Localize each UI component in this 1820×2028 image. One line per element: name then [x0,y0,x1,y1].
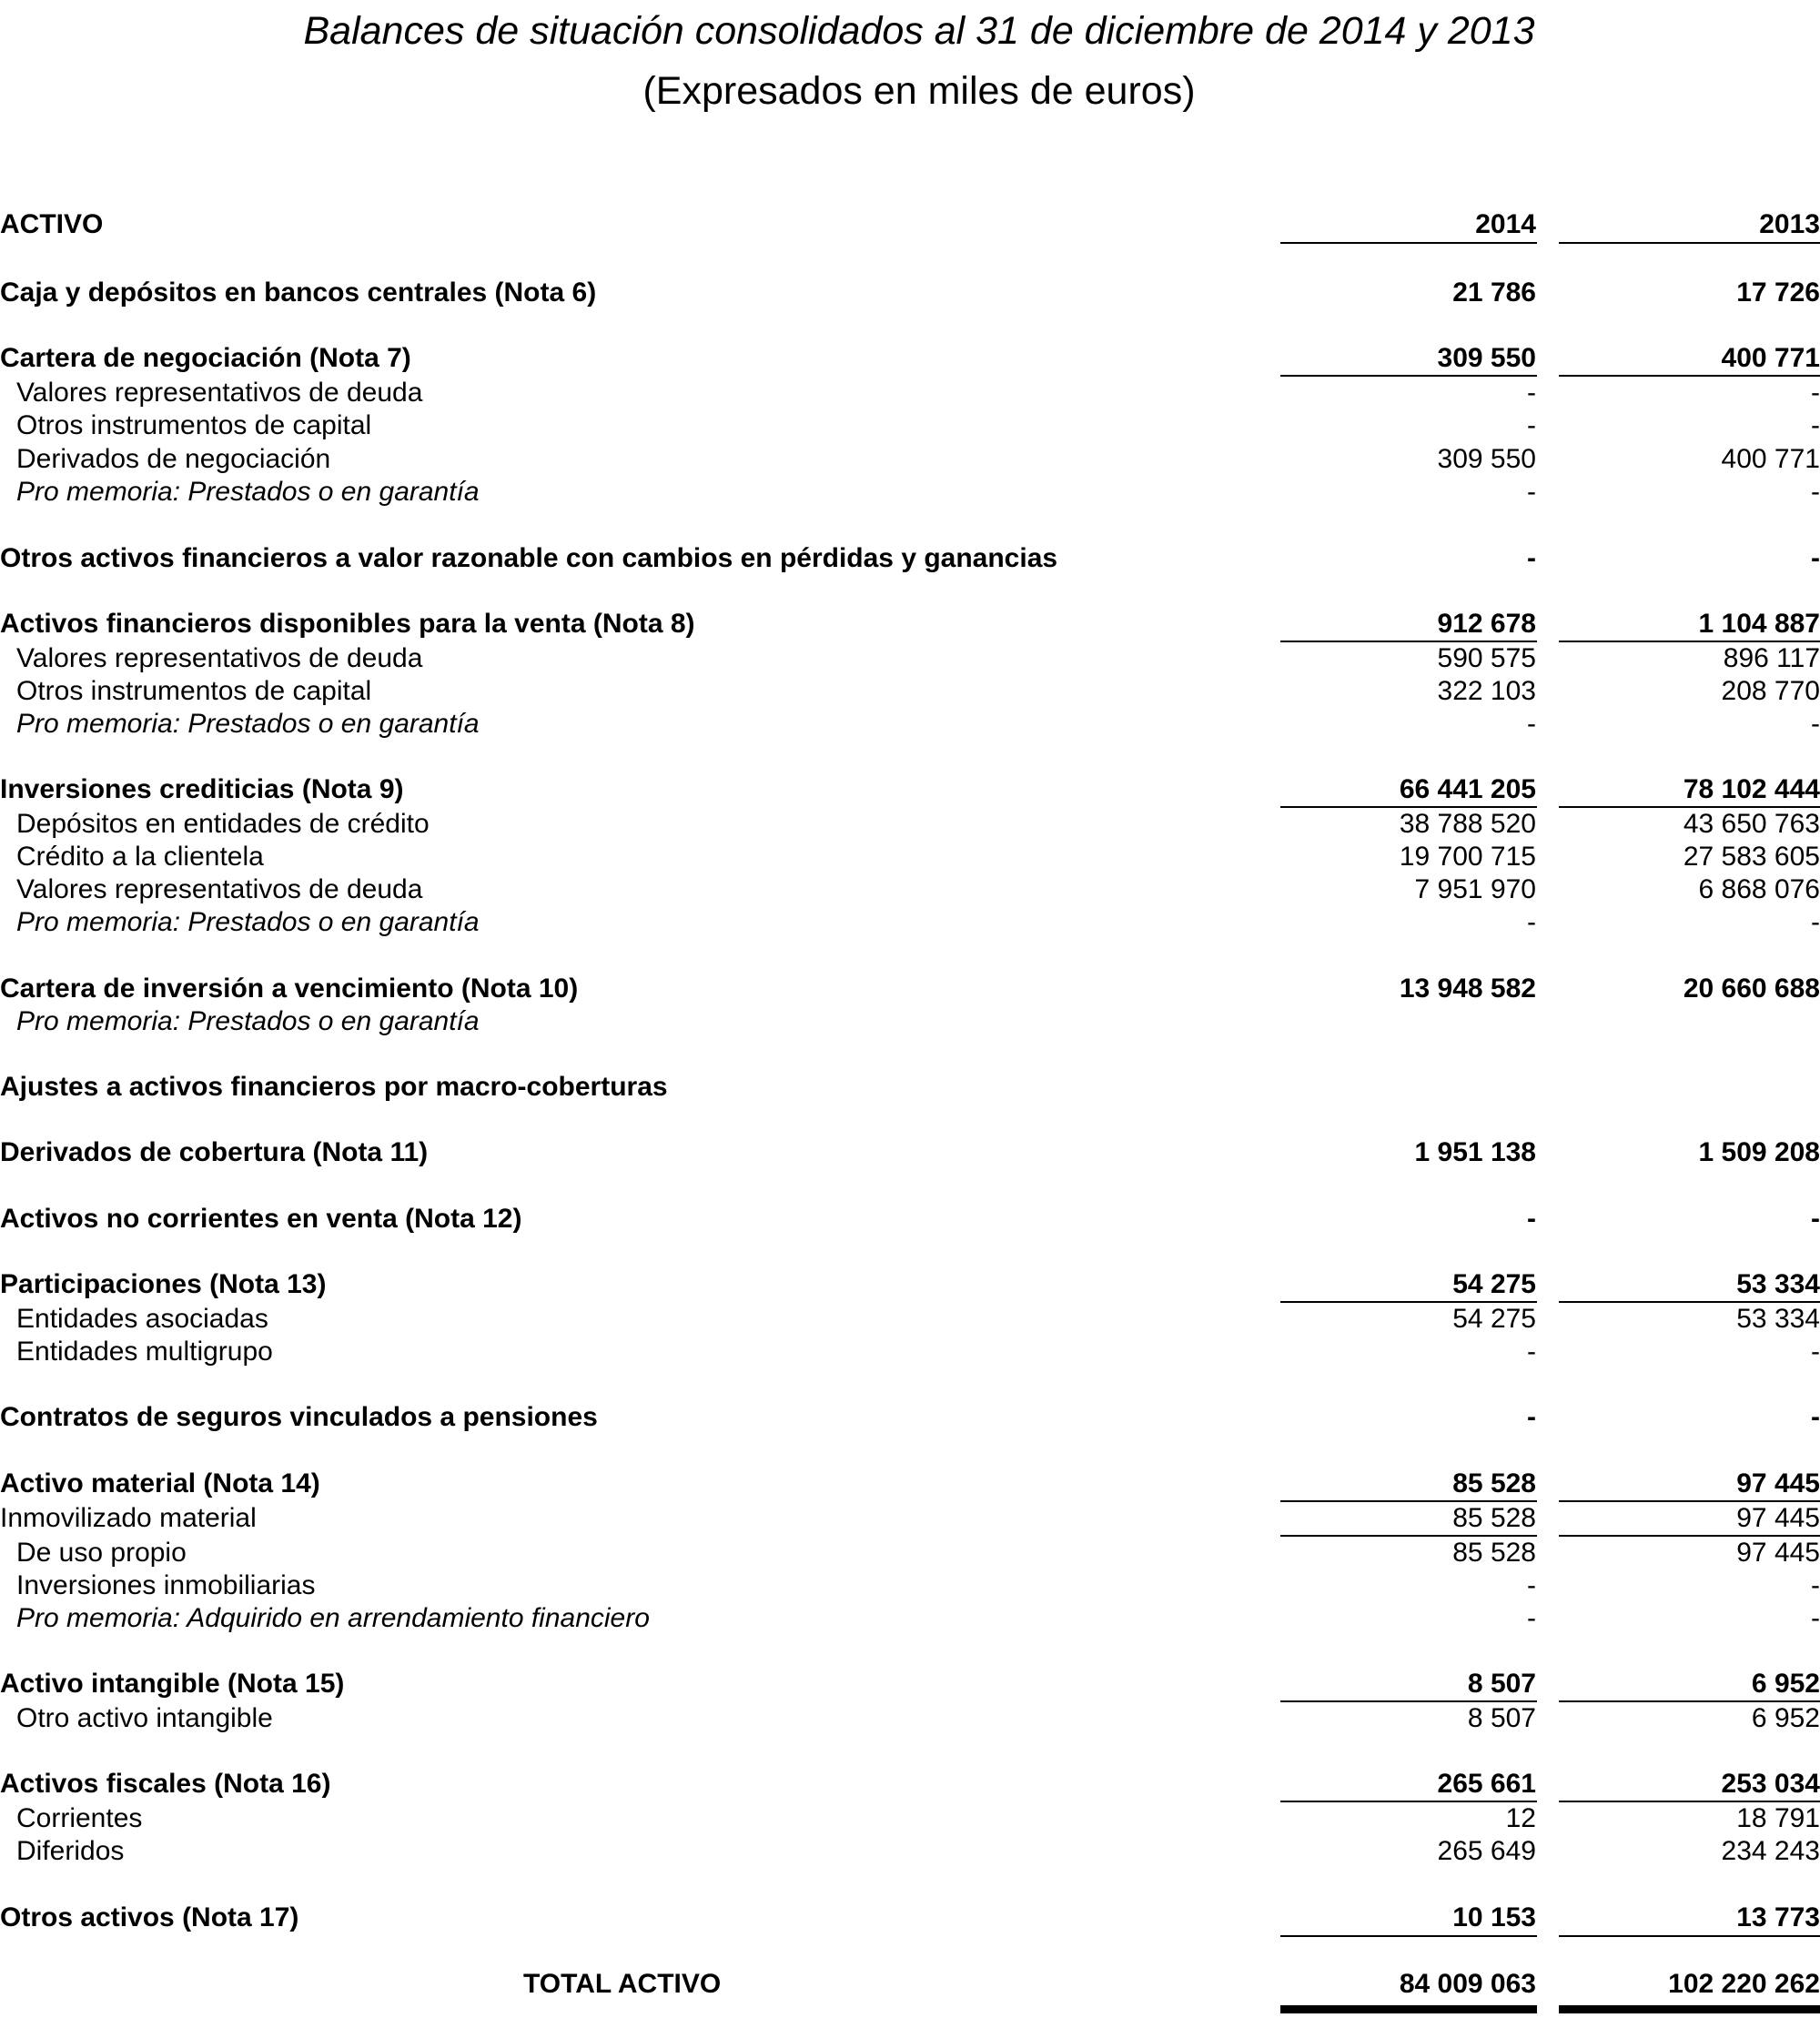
row-value-2014: 38 788 520 [1399,809,1536,839]
row-label: Cartera de negociación (Nota 7) [0,343,411,373]
table-row [0,808,1820,841]
row-label: Otros instrumentos de capital [16,410,372,440]
table-row [0,476,1820,509]
table-row [0,906,1820,939]
row-value-2013: 400 771 [1721,343,1820,373]
row-label: Pro memoria: Prestados o en garantía [16,477,480,507]
row-value-2014: 85 528 [1452,1468,1536,1498]
row-label: Entidades asociadas [16,1304,268,1334]
table-row [0,1537,1820,1569]
row-value-2013: 78 102 444 [1683,774,1820,804]
header-activo: ACTIVO [0,209,104,239]
row-value-2013: 97 445 [1736,1538,1820,1568]
header-2014: 2014 [1475,209,1536,239]
row-value-2013: 27 583 605 [1683,842,1820,872]
row-value-2014: 21 786 [1452,277,1536,308]
table-row [0,1902,1820,1934]
table-row [0,1602,1820,1635]
row-label: Activo intangible (Nota 15) [0,1669,345,1699]
row-value-2014: 265 649 [1437,1836,1536,1866]
row-label: Otros activos financieros a valor razonable con cambios en pérdidas y ganancias [0,543,1058,573]
row-label: Pro memoria: Prestados o en garantía [16,1006,480,1036]
table-row [0,443,1820,476]
row-value-2013: 6 952 [1751,1703,1820,1733]
row-label: Activos financieros disponibles para la venta (Nota 8) [0,609,695,639]
row-label: Otros instrumentos de capital [16,676,372,706]
row-value-2013: 97 445 [1736,1468,1820,1498]
row-value-2014: 19 700 715 [1399,842,1536,872]
row-value-2013: - [1811,907,1820,937]
table-row [0,1071,1820,1104]
row-value-2014: - [1527,378,1536,408]
total-label: TOTAL ACTIVO [523,1969,722,1999]
row-value-2013: 6 952 [1751,1669,1820,1699]
row-label: Activo material (Nota 14) [0,1468,320,1498]
rule [1559,1935,1820,1937]
row-label: Valores representativos de deuda [16,378,423,408]
table-row [0,1768,1820,1801]
row-value-2014: - [1527,1570,1536,1600]
row-value-2014: 85 528 [1452,1503,1536,1533]
row-label: Pro memoria: Adquirido en arrendamiento financiero [16,1603,650,1633]
row-value-2014: 54 275 [1452,1269,1536,1299]
row-label: Depósitos en entidades de crédito [16,809,430,839]
row-value-2014: - [1527,477,1536,507]
row-value-2014: 13 948 582 [1399,974,1536,1004]
total-value-2014: 84 009 063 [1399,1969,1536,1999]
row-value-2014: 309 550 [1437,343,1536,373]
row-value-2013: - [1811,543,1820,573]
row-value-2013: 896 117 [1723,643,1820,673]
row-value-2013: 6 868 076 [1698,874,1820,904]
row-value-2014: - [1527,1402,1536,1432]
row-label: Derivados de negociación [16,444,331,474]
row-value-2014: 322 103 [1437,676,1536,706]
row-value-2013: - [1811,1603,1820,1633]
row-value-2014: - [1527,543,1536,573]
table-row [0,342,1820,375]
table-row [0,675,1820,708]
rule [1280,242,1537,244]
row-value-2014: - [1527,709,1536,739]
row-value-2013: - [1811,1402,1820,1432]
table-row [0,409,1820,442]
row-value-2014: 8 507 [1467,1669,1536,1699]
table-row [0,642,1820,675]
row-value-2014: 309 550 [1437,444,1536,474]
row-label: Inmovilizado material [0,1503,257,1533]
row-value-2013: 43 650 763 [1683,809,1820,839]
row-value-2013: 1 104 887 [1698,609,1820,639]
row-label: Valores representativos de deuda [16,643,423,673]
row-label: Diferidos [16,1836,125,1866]
row-value-2013: 97 445 [1736,1503,1820,1533]
row-value-2014: 1 951 138 [1414,1137,1536,1167]
row-value-2013: 1 509 208 [1698,1137,1820,1167]
row-value-2013: 20 660 688 [1683,974,1820,1004]
row-label: Activos fiscales (Nota 16) [0,1769,331,1799]
row-value-2014: 85 528 [1452,1538,1536,1568]
row-value-2013: 400 771 [1721,444,1820,474]
row-label: Valores representativos de deuda [16,874,423,904]
row-value-2014: 54 275 [1452,1304,1536,1334]
row-value-2014: 265 661 [1437,1769,1536,1799]
row-value-2013: - [1811,410,1820,440]
row-value-2013: - [1811,709,1820,739]
total-value-2013: 102 220 262 [1668,1969,1820,1999]
row-label: Inversiones inmobiliarias [16,1570,316,1600]
table-row [0,1668,1820,1700]
row-value-2014: - [1527,1204,1536,1234]
row-label: De uso propio [16,1538,187,1568]
table-row [0,1005,1820,1038]
row-label: Cartera de inversión a vencimiento (Nota 10) [0,974,579,1004]
row-value-2014: - [1527,410,1536,440]
page-subtitle: (Expresados en miles de euros) [642,69,1196,113]
rule [1280,1935,1537,1937]
table-row [0,1401,1820,1434]
table-row [0,377,1820,409]
row-label: Corrientes [16,1803,143,1833]
table-row [0,1303,1820,1336]
row-label: Derivados de cobertura (Nota 11) [0,1137,429,1167]
table-row [0,1468,1820,1500]
table-row [0,773,1820,806]
row-value-2014: - [1527,1337,1536,1367]
row-value-2013: 17 726 [1736,277,1820,308]
row-label: Pro memoria: Prestados o en garantía [16,709,480,739]
row-value-2014: 7 951 970 [1414,874,1536,904]
row-value-2013: - [1811,1337,1820,1367]
row-value-2014: 66 441 205 [1399,774,1536,804]
table-row [0,708,1820,741]
row-label: Caja y depósitos en bancos centrales (Nota 6) [0,277,597,308]
row-label: Crédito a la clientela [16,842,264,872]
row-value-2014: - [1527,907,1536,937]
table-row [0,542,1820,575]
table-row [0,1268,1820,1301]
table-row [0,1502,1820,1535]
table-row [0,841,1820,873]
double-rule [1280,2005,1537,2013]
row-value-2013: - [1811,378,1820,408]
row-value-2013: 53 334 [1736,1304,1820,1334]
table-row [0,1569,1820,1602]
row-label: Otro activo intangible [16,1703,273,1733]
row-value-2013: 53 334 [1736,1269,1820,1299]
row-value-2014: 8 507 [1467,1703,1536,1733]
row-label: Participaciones (Nota 13) [0,1269,327,1299]
table-header-row [0,208,1820,241]
header-2013: 2013 [1759,209,1820,239]
row-value-2013: 208 770 [1721,676,1820,706]
double-rule [1559,2005,1820,2013]
row-label: Inversiones crediticias (Nota 9) [0,774,404,804]
row-value-2013: - [1811,477,1820,507]
row-value-2014: 912 678 [1437,609,1536,639]
table-row [0,1203,1820,1236]
row-label: Ajustes a activos financieros por macro-coberturas [0,1072,668,1102]
table-row [0,608,1820,641]
row-value-2014: 590 575 [1437,643,1536,673]
table-row [0,873,1820,906]
row-label: Otros activos (Nota 17) [0,1902,299,1932]
row-label: Activos no corrientes en venta (Nota 12) [0,1204,522,1234]
row-value-2013: - [1811,1204,1820,1234]
row-value-2014: 12 [1505,1803,1536,1833]
row-value-2014: - [1527,1603,1536,1633]
page-title: Balances de situación consolidados al 31 de diciembre de 2014 y 2013 [303,9,1535,53]
row-value-2013: 234 243 [1721,1836,1820,1866]
table-row [0,1702,1820,1735]
row-label: Contratos de seguros vinculados a pensiones [0,1402,598,1432]
row-label: Pro memoria: Prestados o en garantía [16,907,480,937]
table-row [0,973,1820,1005]
table-row [0,1336,1820,1368]
row-value-2013: 13 773 [1736,1902,1820,1932]
table-row [0,1835,1820,1868]
row-value-2013: - [1811,1570,1820,1600]
row-value-2013: 18 791 [1736,1803,1820,1833]
row-label: Entidades multigrupo [16,1337,273,1367]
table-row [0,1136,1820,1169]
total-row [0,1968,1820,2001]
row-value-2013: 253 034 [1721,1769,1820,1799]
table-row [0,1802,1820,1835]
table-row [0,277,1820,309]
row-value-2014: 10 153 [1452,1902,1536,1932]
rule [1559,242,1820,244]
